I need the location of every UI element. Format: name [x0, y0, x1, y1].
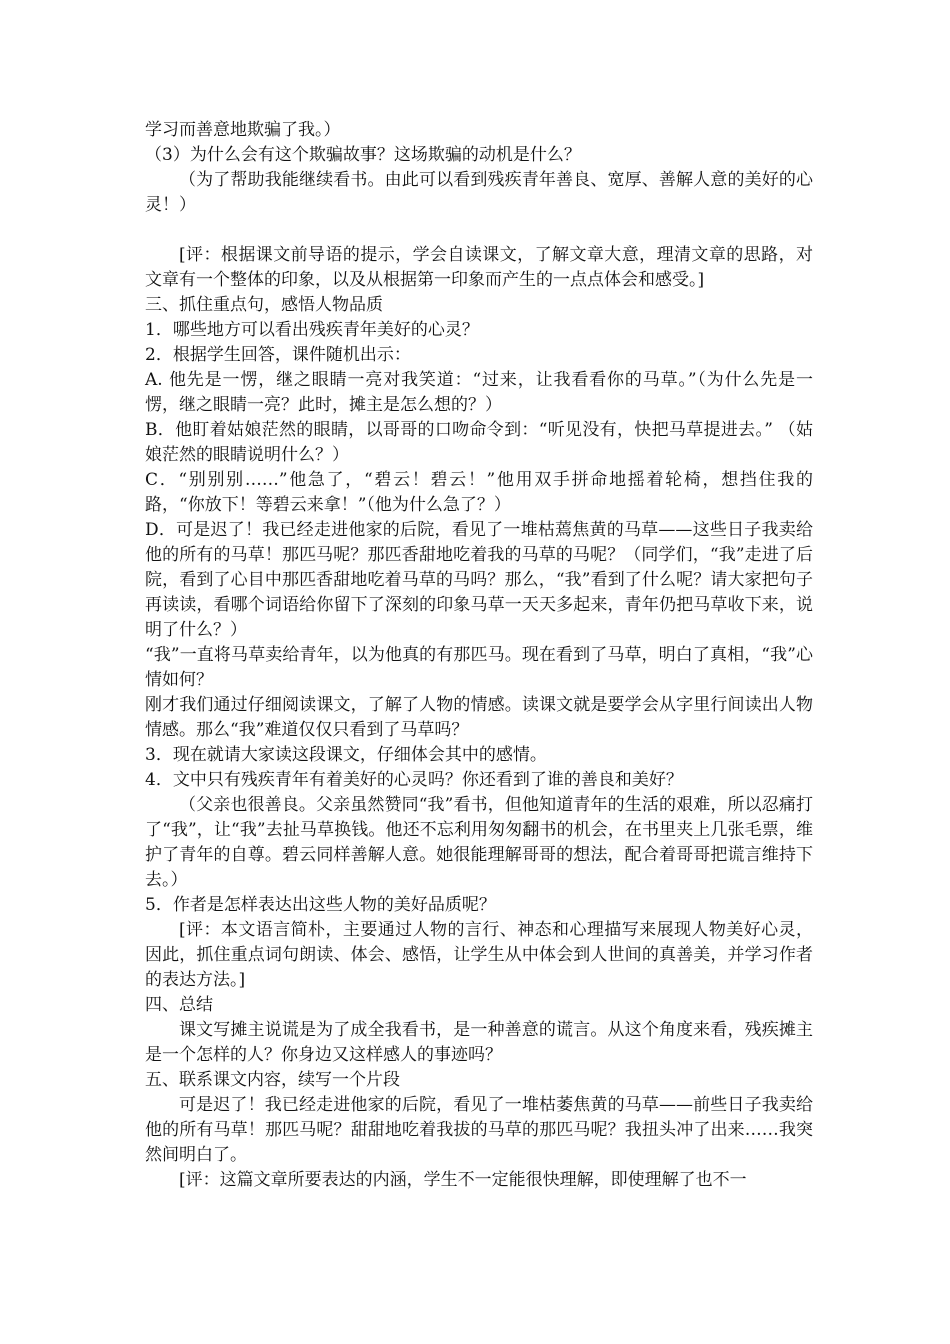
list-item-5: 5．作者是怎样表达出这些人物的美好品质呢？ [145, 895, 496, 915]
answer-paragraph: （父亲也很善良。父亲虽然赞同“我”看书，但他知道青年的生活的艰难，所以忍痛打了“我”，让“我”去扯马草换钱。他还不忘利用匆匆翻书的机会，在书里夹上几张毛票，维护了青年的自尊。碧云同样善解人意。她很能理解哥哥的想法，配合着哥哥把谎言维持下去。） [145, 795, 813, 890]
paragraph: 学习而善意地欺骗了我。） [145, 120, 341, 140]
list-item-3: 3．现在就请大家读这段课文，仔细体会其中的感情。 [145, 745, 547, 765]
comment-paragraph: [评：根据课文前导语的提示，学会自读课文，了解文章大意，理清文章的思路，对文章有一个整体的印象，以及从根据第一印象而产生的一点点体会和感受。] [145, 245, 813, 290]
section-heading-5: 五、联系课文内容，续写一个片段 [145, 1070, 400, 1090]
paragraph: 刚才我们通过仔细阅读课文，了解了人物的情感。读课文就是要学会从字里行间读出人物情感。那么“我”难道仅仅只看到了马草吗？ [145, 695, 813, 740]
list-item-4: 4．文中只有残疾青年有着美好的心灵吗？你还看到了谁的善良和美好？ [145, 770, 683, 790]
quote-a: A. 他先是一愣，继之眼睛一亮对我笑道：“过来，让我看看你的马草。”（为什么先是一愣，继之眼睛一亮？此时，摊主是怎么想的？） [145, 370, 813, 415]
comment-paragraph: [评：这篇文章所要表达的内涵，学生不一定能很快理解，即使理解了也不一 [179, 1170, 747, 1190]
quote-c: C．“别别别……”他急了，“碧云！碧云！”他用双手拼命地摇着轮椅，想挡住我的路，“你放下！等碧云来拿！”（他为什么急了？） [145, 470, 813, 515]
question-3: （3）为什么会有这个欺骗故事？这场欺骗的动机是什么？ [145, 145, 581, 165]
continuation-paragraph: 可是迟了！我已经走进他家的后院，看见了一堆枯萎焦黄的马草——前些日子我卖给他的所有马草！那匹马呢？甜甜地吃着我拔的马草的那匹马呢？我扭头冲了出来……我突然间明白了。 [145, 1095, 813, 1165]
quote-d: D．可是迟了！我已经走进他家的后院，看见了一堆枯蔫焦黄的马草——这些日子我卖给他的所有的马草！那匹马呢？那匹香甜地吃着我的马草的马呢？（同学们，“我”走进了后院，看到了心目中那匹香甜地吃着马草的马吗？那么，“我”看到了什么呢？请大家把句子再读读，看哪个词语给你留下了深刻的印象马草一天天多起来，青年仍把马草收下来，说明了什么？） [145, 520, 813, 640]
blank-line [145, 218, 813, 243]
list-item-1: 1．哪些地方可以看出残疾青年美好的心灵？ [145, 320, 479, 340]
answer-paragraph: （为了帮助我能继续看书。由此可以看到残疾青年善良、宽厚、善解人意的美好的心灵！） [145, 170, 813, 215]
section-heading-4: 四、总结 [145, 995, 213, 1015]
paragraph: “我”一直将马草卖给青年，以为他真的有那匹马。现在看到了马草，明白了真相，“我”心情如何？ [145, 645, 813, 690]
document-page [145, 118, 813, 1193]
summary-paragraph: 课文写摊主说谎是为了成全我看书，是一种善意的谎言。从这个角度来看，残疾摊主是一个怎样的人？你身边又这样感人的事迹吗？ [145, 1020, 813, 1065]
section-heading-3: 三、抓住重点句，感悟人物品质 [145, 295, 383, 315]
quote-b: B．他盯着姑娘茫然的眼睛，以哥哥的口吻命令到：“听见没有，快把马草提进去。” （姑娘茫然的眼睛说明什么？） [145, 420, 813, 465]
comment-paragraph: [评：本文语言简朴，主要通过人物的言行、神态和心理描写来展现人物美好心灵，因此，抓住重点词句朗读、体会、感悟，让学生从中体会到人世间的真善美，并学习作者的表达方法。] [145, 920, 813, 990]
list-item-2: 2．根据学生回答，课件随机出示： [145, 345, 411, 365]
